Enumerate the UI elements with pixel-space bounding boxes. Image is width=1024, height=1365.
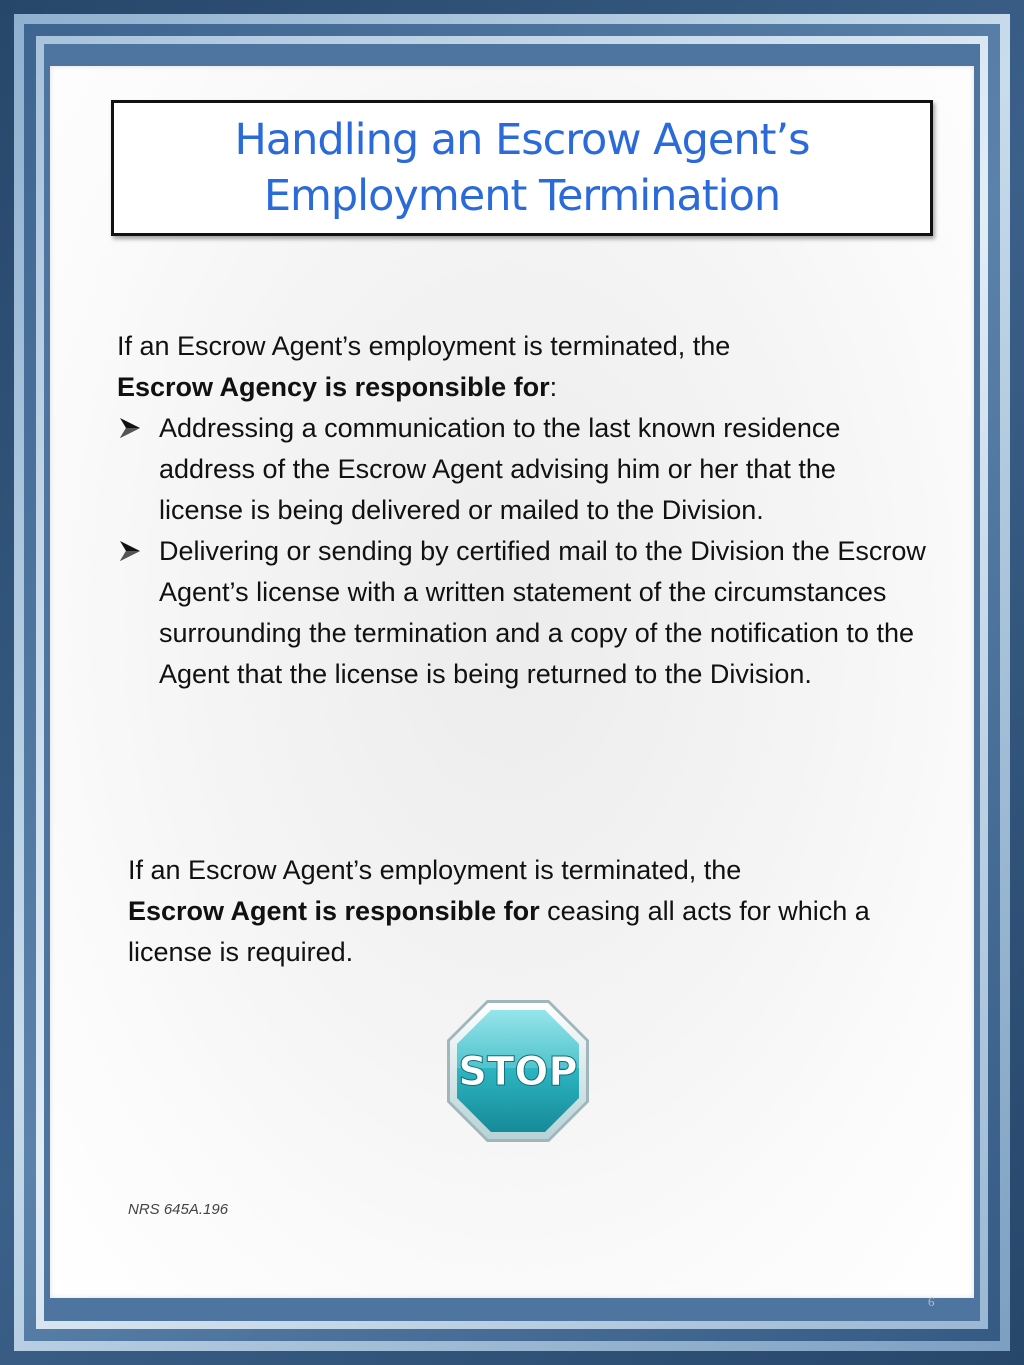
page-number: 6 — [928, 1294, 935, 1309]
agency-bullet-list — [117, 408, 927, 695]
agent-bold-text: Escrow Agent is responsible for — [128, 896, 540, 926]
list-item — [117, 531, 927, 695]
citation: NRS 645A.196 — [128, 1201, 229, 1218]
title-line-1: Handling an Escrow Agent’s — [234, 115, 810, 165]
agent-intro-text: If an Escrow Agent’s employment is terminated, the — [128, 855, 742, 885]
stop-sign-label: STOP — [458, 1049, 578, 1095]
agency-colon: : — [549, 372, 558, 402]
bullet-text: Delivering or sending by certified mail to the Division the Escrow Agent’s license with a written statement of the circumstances surrounding the termination and a copy of the notification to the Agent that the license is being returned to the Division. — [159, 536, 926, 689]
agency-bold-text: Escrow Agency is responsible for — [117, 372, 550, 402]
title-line-2: Employment Termination — [263, 171, 781, 221]
page-title — [234, 112, 809, 224]
agent-responsibilities — [128, 850, 928, 973]
list-item — [117, 408, 927, 531]
agent-paragraph — [128, 850, 928, 973]
agency-intro-paragraph — [117, 326, 927, 408]
agency-intro-text: If an Escrow Agent’s employment is terminated, the — [117, 331, 731, 361]
agency-responsibilities — [117, 326, 927, 695]
title-box — [111, 100, 933, 236]
arrow-bullet-icon — [117, 539, 143, 563]
stop-sign-icon — [443, 996, 593, 1146]
arrow-bullet-icon — [117, 416, 143, 440]
agent-rest-text: ceasing all acts for which a license is required. — [128, 896, 870, 967]
bullet-text: Addressing a communication to the last known residence address of the Escrow Agent advising him or her that the license is being delivered or mailed to the Division. — [159, 413, 841, 525]
